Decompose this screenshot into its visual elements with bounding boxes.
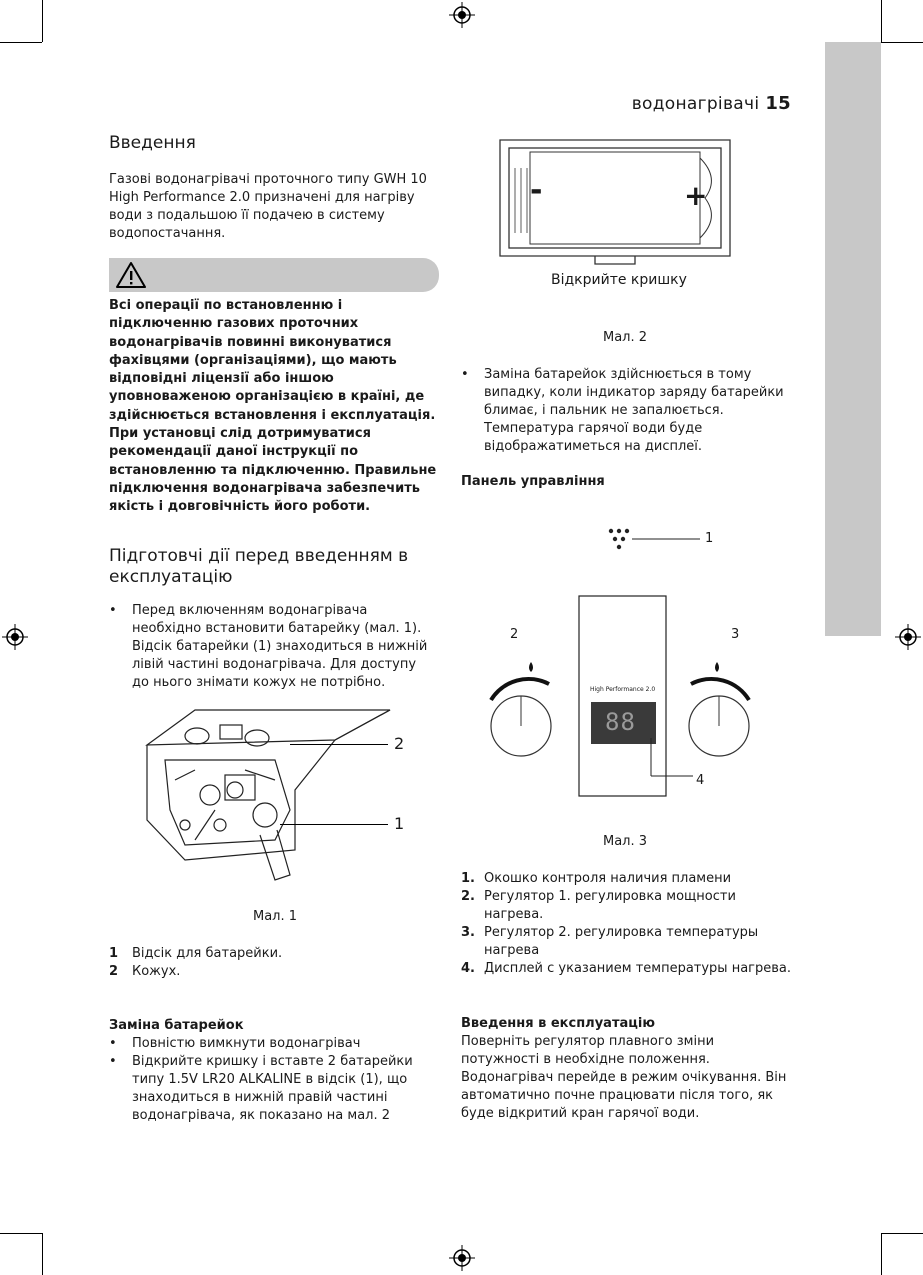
panel-item-text: Окошко контроля наличия пламени [484, 871, 732, 886]
crop-mark [881, 1233, 882, 1275]
legend-num: 1 [109, 946, 119, 961]
panel-item [461, 924, 791, 960]
page-header [632, 93, 791, 114]
registration-mark-icon [895, 624, 921, 650]
control-panel-illustration [485, 522, 775, 802]
battery-note-list [461, 366, 791, 456]
panel-item-num: 1. [461, 871, 475, 886]
panel-item-num: 4. [461, 961, 475, 976]
crop-mark [42, 1233, 43, 1275]
panel-item-num: 3. [461, 925, 475, 940]
open-cover-label: Відкрийте кришку [551, 272, 687, 288]
crop-mark [0, 1233, 42, 1234]
fig1-label-2: 2 [394, 734, 405, 753]
fig1-legend [109, 945, 429, 981]
crop-mark [42, 0, 43, 42]
heater-illustration [125, 700, 415, 890]
temperature-display: 88 [605, 708, 636, 736]
panel-item-text: Дисплей с указанием температуры нагрева. [484, 961, 792, 976]
prep-title: Підготовчі дії перед введенням в експлуатацію [109, 546, 409, 587]
legend-item [109, 963, 429, 981]
crop-mark [881, 0, 882, 42]
fig3-label-4: 4 [696, 773, 705, 788]
battery-bullet: • Відкрийте кришку і вставте 2 батарейки типу 1.5V LR20 ALKALINE в відсік (1), що знаходиться в нижній правій частині водонагрівача, як показано на мал. 2 [109, 1053, 429, 1125]
model-name: High Performance 2.0 [590, 686, 656, 693]
fig3-label-2: 2 [510, 627, 519, 642]
intro-text: Газові водонагрівачі проточного типу GWH 10 High Performance 2.0 призначені для нагріву води з подальшою її подачею в систему водопостачання. [109, 172, 427, 241]
prep-list [109, 602, 434, 692]
legend-text: Кожух. [132, 964, 181, 979]
fig3-label-1: 1 [705, 531, 714, 546]
start-text: Поверніть регулятор плавного зміни потужності в необхідне положення. Водонагрівач перейде в режим очікування. Він автоматично почне працювати після того, як буде відкритий кран гарячої води. [461, 1034, 787, 1121]
prep-bullet: • Перед включенням водонагрівача необхідно встановити батарейку (мал. 1). Відсік батарейки (1) знаходиться в нижній лівій частині водонагрівача. Для доступу до нього знімати кожух не потрібно. [109, 602, 434, 692]
crop-mark [0, 42, 42, 43]
leader-line [280, 824, 388, 825]
panel-item [461, 888, 791, 924]
panel-item [461, 960, 791, 978]
battery-title: Заміна батарейок [109, 1018, 244, 1033]
fig1-label-1: 1 [394, 814, 405, 833]
fig3-caption: Мал. 3 [602, 834, 648, 849]
panel-item-num: 2. [461, 889, 475, 904]
minus-sign: - [530, 173, 543, 208]
intro-title: Введення [109, 133, 196, 153]
warning-bar [109, 258, 439, 292]
section-title: водонагрівачі [631, 94, 760, 114]
panel-item-text: Регулятор 1. регулировка мощности нагрева. [484, 889, 736, 922]
legend-num: 2 [109, 964, 119, 979]
warning-text: Всі операції по встановленню і підключенню газових проточних водонагрівачів повинні виконуватися фахівцями (організаціями), що мають відповідні ліцензії або іншою уповноваженою організацією в країні, де здійснюється встановлення і експлуатація. При установці слід дотримуватися рекомендації даної інструкції по встановленню та підключенню. Правильне підключення водонагрівача забезпечить якість і довговічність його роботи. [109, 298, 437, 515]
fig3-label-3: 3 [731, 627, 740, 642]
leader-line [290, 744, 388, 745]
panel-items [461, 870, 791, 978]
legend-item [109, 945, 429, 963]
battery-bullet: • Повністю вимкнути водонагрівач [109, 1035, 429, 1053]
crop-mark [881, 42, 923, 43]
battery-note: • Заміна батарейок здійснюється в тому випадку, коли індикатор заряду батарейки блимає, і пальник не запалюється. Температура гарячої води буде відображатиметься на дисплеї. [461, 366, 791, 456]
panel-item [461, 870, 791, 888]
panel-title: Панель управління [461, 474, 605, 489]
plus-sign: + [684, 179, 708, 212]
legend-text: Відсік для батарейки. [132, 946, 283, 961]
warning-icon [115, 261, 147, 289]
battery-list [109, 1035, 429, 1125]
registration-mark-icon [449, 1245, 475, 1271]
start-title: Введення в експлуатацію [461, 1016, 655, 1031]
crop-mark [881, 1233, 923, 1234]
fig2-caption: Мал. 2 [602, 330, 648, 345]
registration-mark-icon [2, 624, 28, 650]
page-number: 15 [765, 93, 791, 114]
side-tab [825, 42, 881, 636]
registration-mark-icon [449, 2, 475, 28]
fig1-caption: Мал. 1 [252, 909, 298, 924]
panel-item-text: Регулятор 2. регулировка температуры нагрева [484, 925, 759, 958]
